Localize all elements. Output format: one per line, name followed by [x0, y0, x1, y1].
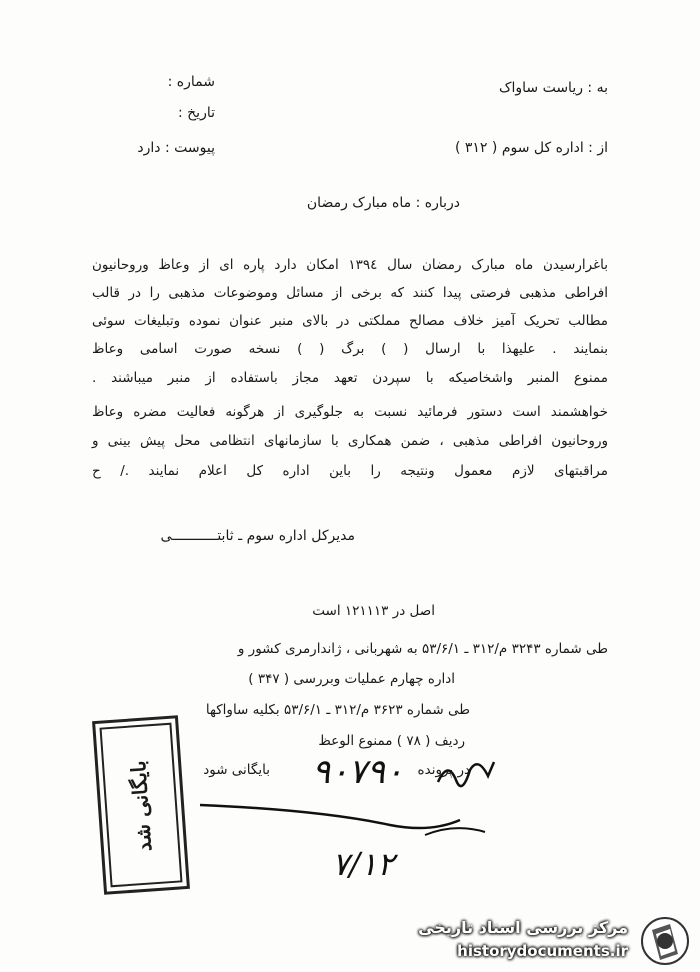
brand-logo-icon: [640, 916, 690, 966]
note-line: اصل در ۱۲۱۱۱۳ است: [312, 603, 435, 619]
note-line: طی شماره ۳۲۴۳ م/۳۱۲ ـ ۵۳/۶/۱ به شهربانی ، ژاندارمری کشور و: [237, 641, 608, 657]
note-line: بایگانی شود: [203, 762, 270, 778]
body-line: بنمایند . علیهذا با ارسال ( ) برگ ( ) نسخه صورت اسامی وعاظ: [92, 341, 608, 357]
stamp-text: بایگانی شد: [125, 759, 157, 853]
body-line: افراطی مذهبی فرصتی پیدا کنند که برخی از مسائل وموضوعات مذهبی را در قالب: [92, 285, 608, 301]
attachment-label: پیوست : دارد: [137, 140, 215, 156]
archive-stamp: [92, 715, 190, 895]
note-line: ردیف ( ۷۸ ) ممنوع الوعظ: [318, 733, 465, 749]
brand-name: مرکز بررسی اسناد تاریخی: [418, 918, 628, 937]
handwritten-initials: ۷/۱۲: [332, 845, 395, 883]
addressee: به : ریاست ساواک: [498, 80, 608, 96]
number-label: شماره :: [167, 74, 215, 90]
date-label: تاریخ :: [177, 105, 215, 121]
handwritten-file-number: ۹۰۷۹۰: [312, 752, 404, 792]
note-line: اداره چهارم عملیات وبررسی ( ۳۴۷ ): [248, 671, 455, 687]
handwritten-stroke-icon: [195, 785, 495, 845]
brand-url: historydocuments.ir: [457, 942, 628, 960]
body-line: مطالب تحریک آمیز خلاف مصالح مملکتی در بالای منبر عنوان نموده وتبلیغات سوئی: [92, 313, 608, 329]
body-line: خواهشمند است دستور فرمائید نسبت به جلوگیری از هرگونه فعالیت مضره وعاظ: [92, 404, 608, 420]
subject-line: درباره : ماه مبارک رمضان: [306, 195, 460, 211]
body-line: مراقبتهای لازم معمول ونتیجه را باین اداره کل اعلام نمایند ./ ح: [92, 463, 608, 479]
body-line: ممنوع المنبر واشخاصیکه با سپردن تعهد مجاز باستفاده از منبر میباشند .: [92, 370, 608, 386]
body-line: وروحانیون افراطی مذهبی ، ضمن همکاری با سازمانهای انتظامی محل پیش بینی و: [92, 433, 608, 449]
body-line: باغرارسیدن ماه مبارک رمضان سال ۱۳۹٤ امکان دارد پاره ای از وعاظ وروحانیون: [92, 257, 608, 273]
note-line: طی شماره ۳۶۲۳ م/۳۱۲ ـ ۵۳/۶/۱ بکلیه ساواکها: [205, 702, 470, 718]
footer-watermark: [400, 910, 700, 972]
note-line: در پرونده: [417, 762, 470, 778]
sender: از : اداره کل سوم ( ۳۱۲ ): [454, 140, 608, 156]
signature-line: مدیرکل اداره سوم ـ ثابتـــــــــــی: [160, 528, 355, 544]
